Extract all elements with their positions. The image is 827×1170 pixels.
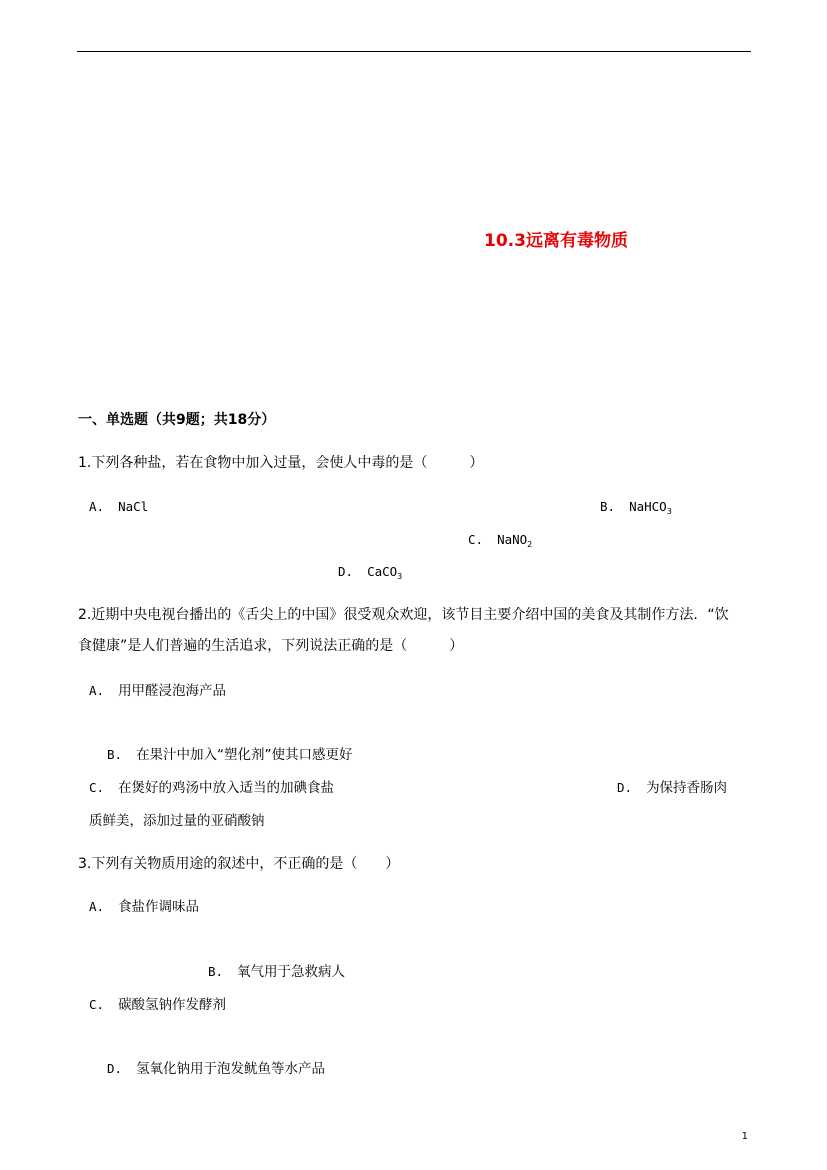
question-2-stem-line-2: 食健康”是人们普遍的生活追求，下列说法正确的是（ ） [78,638,464,654]
question-3-stem: 3.下列有关物质用途的叙述中，不正确的是（ ） [78,856,400,872]
option-label: D. [107,1061,123,1076]
question-1-option-a [89,501,148,515]
option-text: 氢氧化钠用于泡发鱿鱼等水产品 [136,1061,326,1077]
header-rule [77,51,751,52]
option-text: 食盐作调味品 [118,899,200,915]
question-2-option-b [107,749,353,763]
subscript: 3 [666,507,672,516]
question-1-option-b [600,501,672,516]
option-text: 碳酸氢钠作发酵剂 [118,997,227,1013]
option-text: 在煲好的鸡汤中放入适当的加碘食盐 [118,780,335,796]
option-text: 在果汁中加入“塑化剂”使其口感更好 [136,747,353,763]
option-text: NaCl [118,499,149,514]
option-text: NaHCO [629,499,667,514]
option-label: C. [89,780,105,795]
option-label: C. [89,997,105,1012]
option-label: D. [338,564,354,579]
question-1-stem: 1.下列各种盐，若在食物中加入过量，会使人中毒的是（ ） [78,455,484,471]
option-text: 为保持香肠肉 [646,780,728,796]
subscript: 2 [527,540,533,549]
option-label: B. [208,964,224,979]
question-2-option-d [617,782,727,796]
option-label: A. [89,499,105,514]
option-label: B. [600,499,616,514]
question-2-option-d-continuation: 质鲜美，添加过量的亚硝酸钠 [89,813,265,829]
question-3-option-b [208,966,345,980]
option-label: C. [468,532,484,547]
question-2-option-a [89,685,226,699]
question-3-option-d [107,1063,325,1077]
subscript: 3 [397,572,403,581]
option-label: A. [89,899,105,914]
question-3-option-a [89,901,199,915]
question-1-option-d [338,566,402,581]
option-text: NaNO [497,532,528,547]
question-3-option-c [89,999,226,1013]
option-label: B. [107,747,123,762]
option-text: 氧气用于急救病人 [237,964,346,980]
question-2-stem-line-1: 2.近期中央电视台播出的《舌尖上的中国》很受观众欢迎，该节目主要介绍中国的美食及其制作方法．“饮 [78,607,729,623]
option-text: CaCO [367,564,398,579]
page-number: 1 [741,1131,748,1142]
option-text: 用甲醛浸泡海产品 [118,683,227,699]
option-label: D. [617,780,633,795]
section-heading: 一、单选题（共9题；共18分） [78,412,276,428]
option-label: A. [89,683,105,698]
question-2-option-c [89,782,334,796]
document-title: 10.3远离有毒物质 [484,231,628,251]
question-1-option-c [468,534,532,549]
